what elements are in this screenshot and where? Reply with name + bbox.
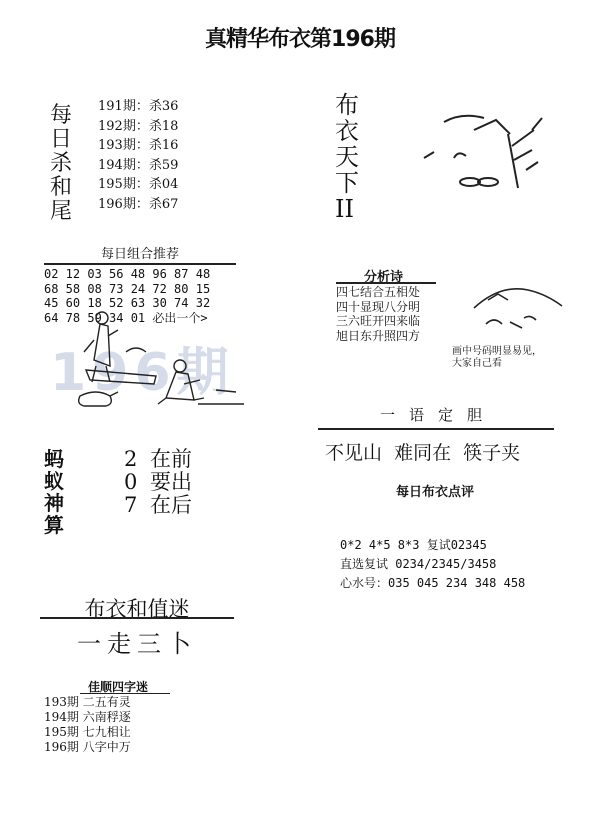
ant-row <box>124 471 192 494</box>
combo-row: 45 60 18 52 63 30 74 32 <box>44 296 211 310</box>
combo-row: 02 12 03 56 48 96 87 48 <box>44 267 211 281</box>
ant-number: 7 <box>124 493 138 517</box>
ant-text: 要出 <box>150 470 192 494</box>
kill-row: 192期：杀18 <box>98 118 179 134</box>
daily-kill-label: 每日杀和尾 <box>50 103 73 224</box>
comment-list <box>340 536 525 593</box>
yiyu-title: 一语定胆 <box>380 406 497 424</box>
poem-list <box>336 285 420 343</box>
poem-note <box>452 346 542 370</box>
kill-row: 191期：杀36 <box>98 99 179 114</box>
yiyu-answer: 不见山 难同在 筷子夹 <box>325 442 521 464</box>
four-char-row: 193期 二五有灵 <box>44 695 131 709</box>
kill-row: 195期：杀04 <box>98 177 179 192</box>
ant-row <box>124 494 192 517</box>
comment-line: 直选复试 0234/2345/3458 <box>340 557 497 571</box>
four-char-row: 195期 七九相让 <box>44 725 131 739</box>
kill-row: 196期：杀67 <box>98 196 179 212</box>
combo-row: 64 78 59 34 01 必出一个> <box>44 310 208 325</box>
riddle-answer: 一走三卜 <box>77 630 197 658</box>
poem-line-text: 三六旺开四来临 <box>336 314 421 328</box>
poem-rule <box>336 282 436 284</box>
riddle-rule <box>40 617 234 619</box>
four-char-row: 196期 八字中万 <box>44 740 131 754</box>
tree-illustration <box>414 100 554 196</box>
four-char-title: 佳顺四字迷 <box>88 680 149 694</box>
ant-number: 2 <box>124 447 138 471</box>
riddle-title: 布衣和值迷 <box>84 597 190 621</box>
comment-line: 心水号：035 045 234 348 458 <box>340 576 526 590</box>
four-char-list <box>44 695 131 755</box>
daily-kill-list <box>98 97 178 214</box>
ant-label: 蚂蚁神算 <box>44 447 64 537</box>
kill-row: 194期：杀59 <box>98 157 179 173</box>
poem-line-text: 四七结合五相处 <box>336 285 421 299</box>
ant-text: 在后 <box>150 493 192 517</box>
poem-line-text: 旭日东升照四方 <box>336 328 421 343</box>
ant-text: 在前 <box>150 447 192 471</box>
ant-number: 0 <box>124 470 138 494</box>
page-title: 真精华布衣第196期 <box>205 27 395 52</box>
comment-title: 每日布衣点评 <box>396 485 475 500</box>
poem-note-line: 画中号码明显易见， <box>452 346 542 357</box>
combo-title: 每日组合推荐 <box>100 247 179 262</box>
combo-rule <box>44 263 236 265</box>
poem-title: 分析诗 <box>364 270 404 285</box>
scholar-illustration <box>66 300 246 418</box>
mountain-illustration <box>470 272 566 336</box>
kill-row: 193期：杀16 <box>98 138 179 153</box>
poem-line-text: 四十显现八分明 <box>336 299 421 314</box>
poem-note-line: 大家自己看 <box>452 358 502 369</box>
buyi-text: 布衣天下 <box>335 91 359 197</box>
buyi-label <box>335 92 363 222</box>
buyi-roman: II <box>335 195 354 223</box>
yiyu-rule <box>318 428 554 430</box>
ant-row <box>124 448 192 471</box>
ant-rows <box>124 448 192 517</box>
four-char-row: 194期 六南稃逐 <box>44 710 131 724</box>
combo-row: 68 58 08 73 24 72 80 15 <box>44 281 211 296</box>
comment-line: 0*2 4*5 8*3 复试02345 <box>340 538 487 552</box>
four-char-rule <box>80 693 170 694</box>
issue-watermark: 196期 <box>50 343 235 403</box>
